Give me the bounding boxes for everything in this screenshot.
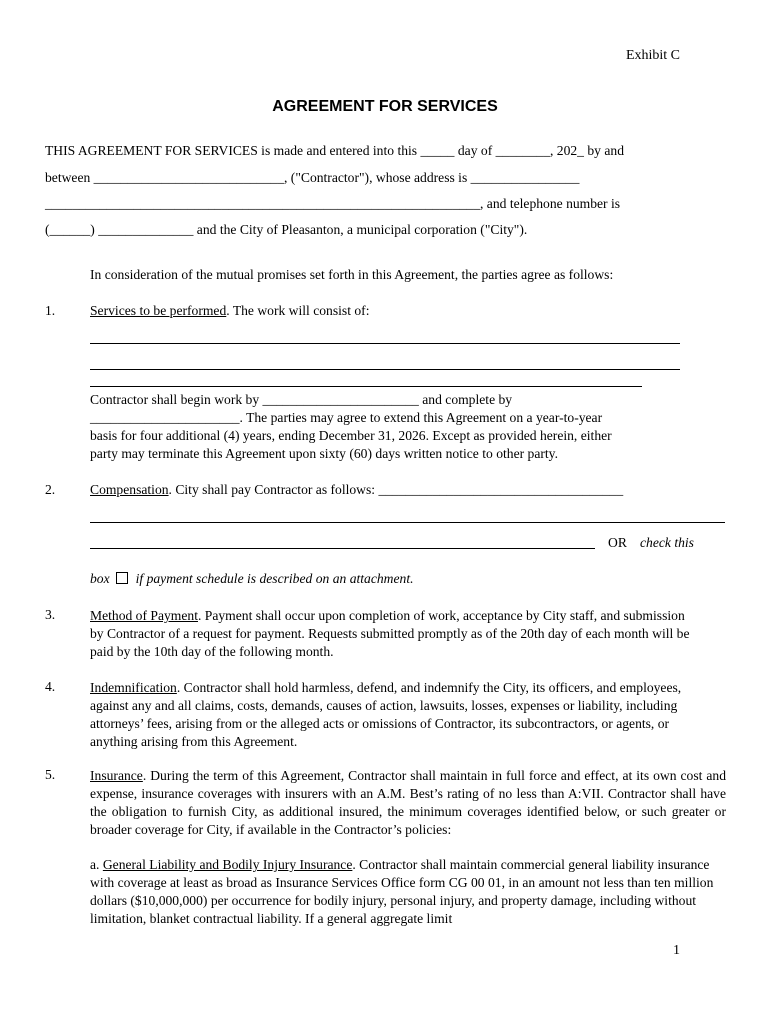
intro-line-3: ________________________________________________________________, and telephone number is [45, 196, 621, 211]
attachment-text: if payment schedule is described on an attachment. [135, 571, 414, 586]
section-3-paragraph [90, 607, 690, 661]
check-this-label: check this [640, 535, 694, 550]
section-1-heading: Services to be performed [90, 303, 227, 318]
consideration-text: In consideration of the mutual promises set forth in this Agreement, the parties agree as follows: [90, 267, 614, 282]
section-1-begin-line-2: ______________________. The parties may agree to extend this Agreement on a year-to-year [90, 410, 603, 425]
compensation-blank-line-1[interactable] [90, 522, 725, 523]
section-2-intro [90, 482, 623, 498]
page-number: 1 [673, 943, 680, 958]
section-4-text: . Contractor shall hold harmless, defend, and indemnify the City, its officers, and employees, against any and all claims, costs, demands, causes of action, lawsuits, losses, expenses or liability, including attorneys’ fees, arising from or the alleged acts or omissions of Contractor, its subcontractors, or agents, or anything arising from this Agreement. [90, 680, 682, 749]
section-1-intro [90, 303, 370, 319]
section-5-number: 5. [45, 767, 56, 782]
section-4-number: 4. [45, 679, 56, 694]
services-blank-line-2[interactable] [90, 369, 680, 370]
intro-line-4: (______) ______________ and the City of Pleasanton, a municipal corporation ("City"). [45, 222, 528, 237]
section-3-text: . Payment shall occur upon completion of work, acceptance by City staff, and submission by Contractor of a request for payment. Requests submitted promptly as of the 20th day of each month will be paid by the 10th day of the following month. [90, 608, 690, 659]
section-1-begin-line-4: party may terminate this Agreement upon sixty (60) days written notice to other party. [90, 446, 558, 461]
section-5a-text: . Contractor shall maintain commercial general liability insurance with coverage at least as broad as Insurance Services Office form CG 00 01, in an amount not less than ten million dollars ($10,000,000) per occurrence for bodily injury, personal injury, and property damage, including without limitation, blanket contractual liability. If a general aggregate limit [90, 857, 714, 926]
section-3-heading: Method of Payment [90, 608, 198, 623]
section-1-begin-line-3: basis for four additional (4) years, ending December 31, 2026. Except as provided herein, either [90, 428, 612, 443]
section-5a-paragraph [90, 856, 726, 928]
section-2-heading: Compensation [90, 482, 169, 497]
section-2-number: 2. [45, 482, 56, 497]
section-5-heading: Insurance [90, 768, 143, 783]
box-label: box [90, 571, 110, 586]
payment-schedule-checkbox[interactable] [116, 572, 128, 584]
section-1-begin-line-1: Contractor shall begin work by _______________________ and complete by [90, 392, 513, 407]
section-2-text: . City shall pay Contractor as follows: ____________________________________ [168, 482, 624, 497]
section-4-paragraph [90, 679, 690, 751]
services-blank-line-1[interactable] [90, 343, 680, 344]
intro-line-1: THIS AGREEMENT FOR SERVICES is made and entered into this _____ day of ________, 202_ by and [45, 143, 625, 158]
section-1-number: 1. [45, 303, 56, 318]
compensation-blank-line-2[interactable] [90, 548, 595, 549]
section-5-paragraph [90, 767, 726, 839]
intro-line-2: between ____________________________, ("Contractor"), whose address is ________________ [45, 170, 580, 185]
section-5a-heading: General Liability and Bodily Injury Insurance [102, 857, 353, 872]
document-title: AGREEMENT FOR SERVICES [272, 98, 498, 115]
attachment-line [90, 571, 414, 587]
or-label: OR [608, 535, 627, 550]
section-5-text: . During the term of this Agreement, Contractor shall maintain in full force and effect, at its own cost and expense, insurance coverages with insurers with an A.M. Best’s rating of no less than A:VII. Contractor shall have the obligation to furnish City, as additional insured, the minimum coverages identified below, or such greater or broader coverage for City, if available in the Contractor’s policies: [90, 768, 726, 837]
section-1-text: . The work will consist of: [226, 303, 370, 318]
section-4-heading: Indemnification [90, 680, 177, 695]
section-3-number: 3. [45, 607, 56, 622]
exhibit-label: Exhibit C [625, 48, 680, 63]
section-5a-prefix: a. [90, 857, 103, 872]
services-blank-line-3[interactable] [90, 386, 642, 387]
